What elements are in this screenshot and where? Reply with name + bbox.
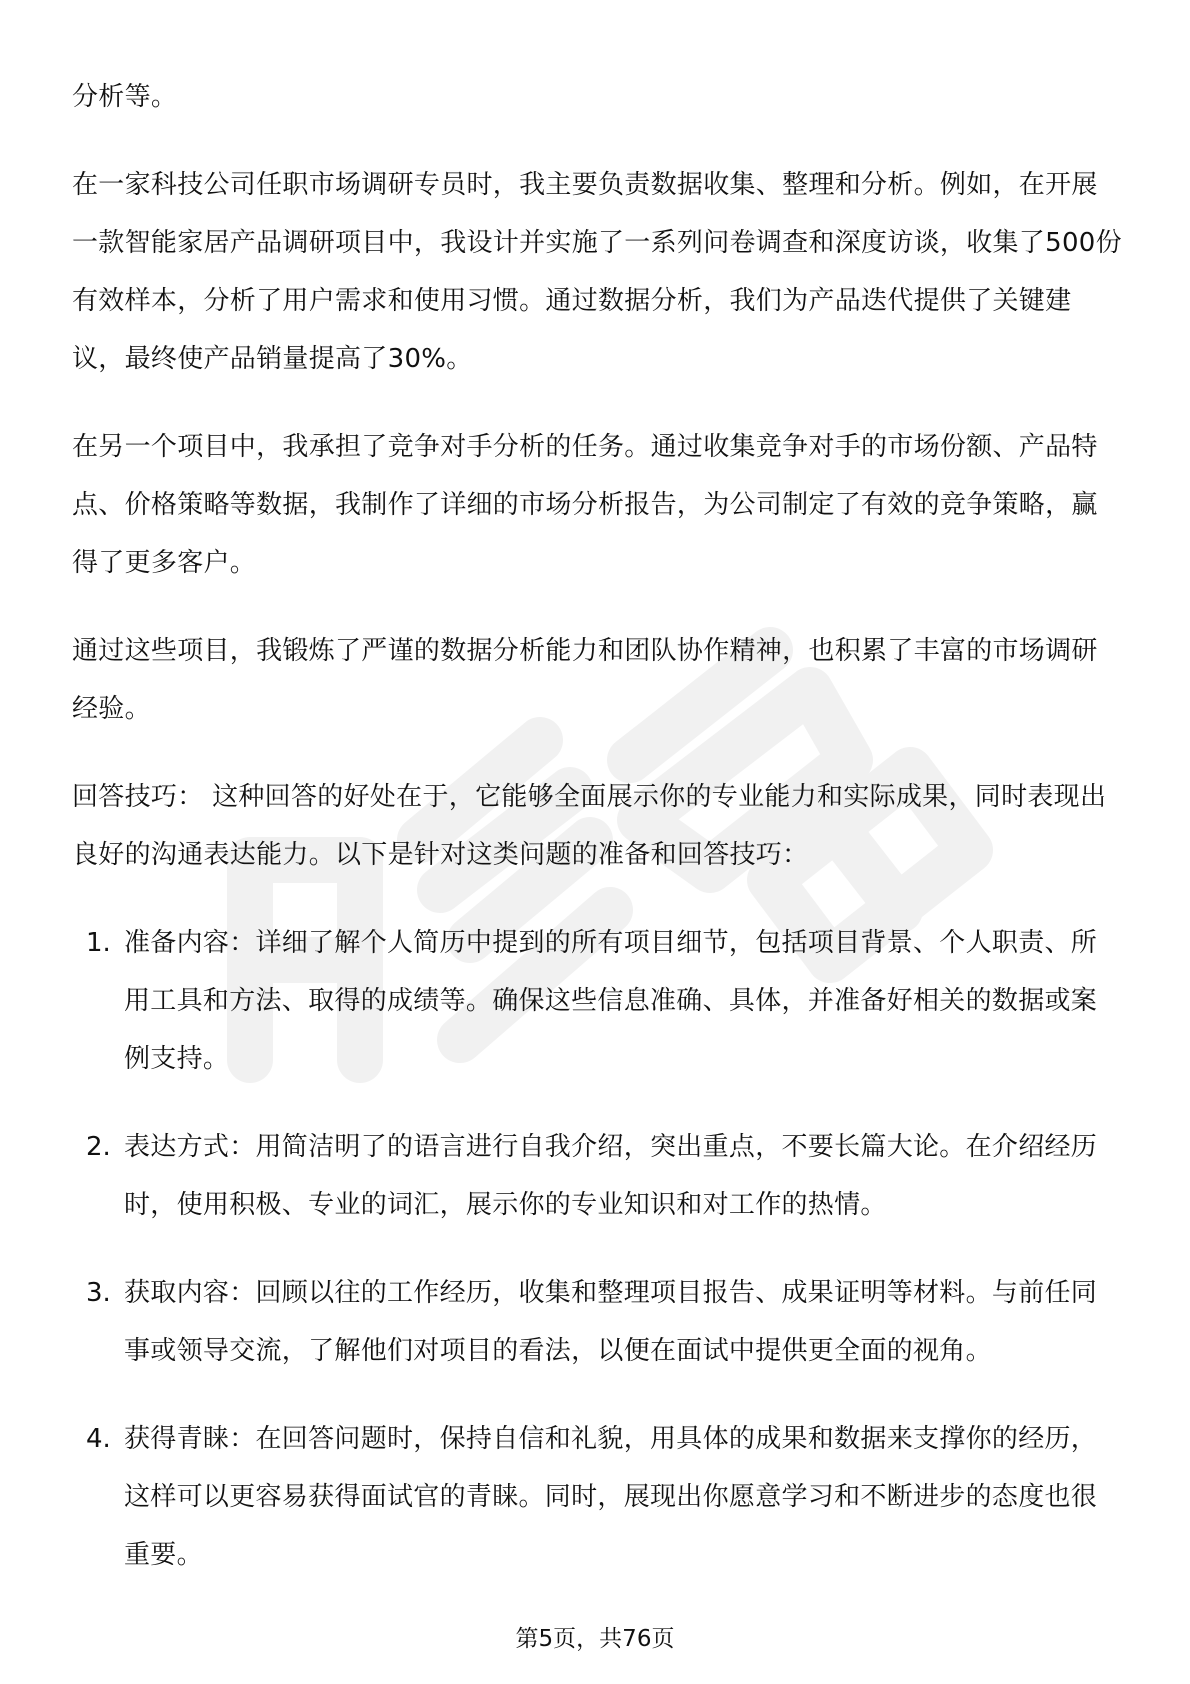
page-number-footer: 第5页，共76页 [515, 1626, 675, 1652]
list-item-text: 获得青睐：在回答问题时，保持自信和礼貌，用具体的成果和数据来支撑你的经历，这样可以更容易获得面试官的青睐。同时，展现出你愿意学习和不断进步的态度也很重要。 [124, 1424, 1098, 1570]
list-item-number: 1. [86, 928, 111, 958]
paragraph-skills-summary: 通过这些项目，我锻炼了严谨的数据分析能力和团队协作精神，也积累了丰富的市场调研经验。 [72, 636, 1098, 724]
paragraph-competitor-analysis: 在另一个项目中，我承担了竞争对手分析的任务。通过收集竞争对手的市场份额、产品特点、价格策略等数据，我制作了详细的市场分析报告，为公司制定了有效的竞争策略，赢得了更多客户。 [72, 432, 1098, 578]
document-content [72, 68, 1122, 1614]
paragraph-answer-tips: 回答技巧： 这种回答的好处在于，它能够全面展示你的专业能力和实际成果，同时表现出良好的沟通表达能力。以下是针对这类问题的准备和回答技巧： [72, 782, 1107, 870]
list-item-text: 获取内容：回顾以往的工作经历，收集和整理项目报告、成果证明等材料。与前任同事或领导交流，了解他们对项目的看法，以便在面试中提供更全面的视角。 [124, 1278, 1098, 1366]
list-item [72, 1264, 1122, 1380]
tips-list [72, 914, 1122, 1584]
list-item [72, 914, 1122, 1088]
list-item-text: 准备内容：详细了解个人简历中提到的所有项目细节，包括项目背景、个人职责、所用工具和方法、取得的成绩等。确保这些信息准确、具体，并准备好相关的数据或案例支持。 [124, 928, 1098, 1074]
list-item-text: 表达方式：用简洁明了的语言进行自我介绍，突出重点，不要长篇大论。在介绍经历时，使用积极、专业的词汇，展示你的专业知识和对工作的热情。 [124, 1132, 1098, 1220]
list-item-number: 4. [86, 1424, 111, 1454]
list-item-number: 3. [86, 1278, 111, 1308]
list-item [72, 1410, 1122, 1584]
list-item-number: 2. [86, 1132, 111, 1162]
list-item [72, 1118, 1122, 1234]
paragraph-continuation: 分析等。 [72, 82, 178, 112]
paragraph-market-research-role: 在一家科技公司任职市场调研专员时，我主要负责数据收集、整理和分析。例如，在开展一款智能家居产品调研项目中，我设计并实施了一系列问卷调查和深度访谈，收集了500份有效样本，分析了用户需求和使用习惯。通过数据分析，我们为产品迭代提供了关键建议，最终使产品销量提高了30%。 [72, 170, 1122, 374]
